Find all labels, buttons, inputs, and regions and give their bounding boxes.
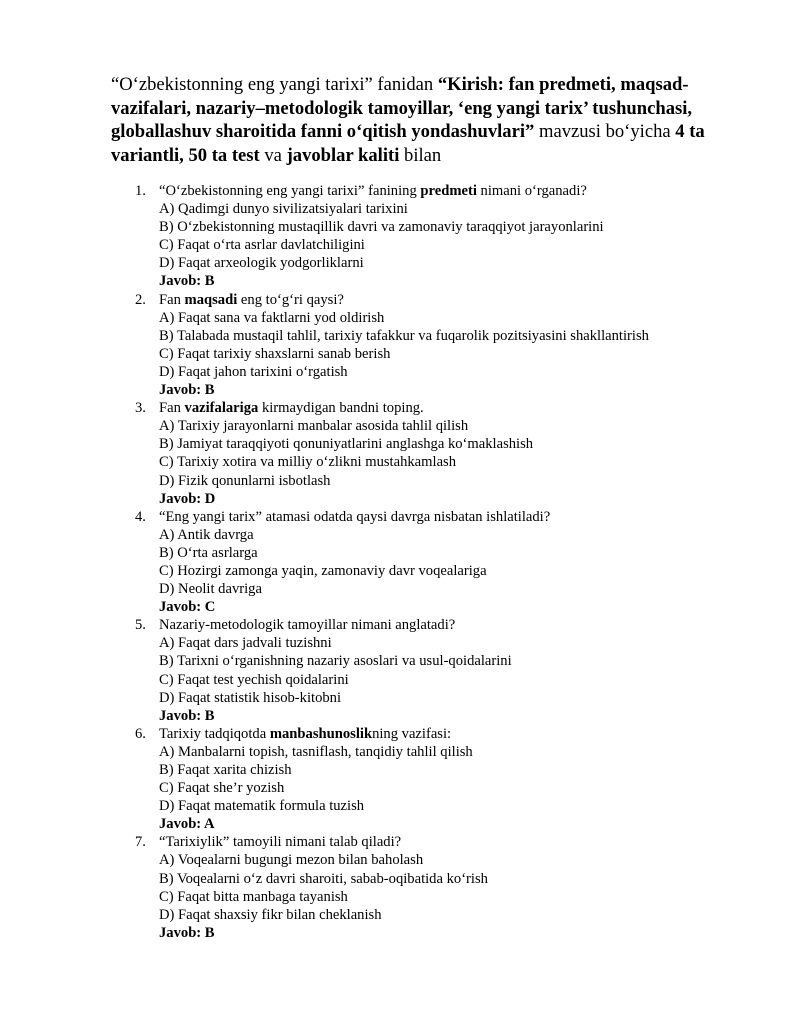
question-text-before: “Eng yangi tarix” atamasi odatda qaysi davrga nisbatan ishlatiladi?	[159, 508, 551, 525]
correct-answer: Javob: B	[159, 382, 215, 399]
answer-option: A) Voqealarni bugungi mezon bilan baholash	[159, 852, 424, 869]
question-keyword: vazifalariga	[184, 400, 259, 417]
question-number: 1.	[135, 183, 146, 199]
question-text-before: Fan	[159, 291, 185, 308]
answer-option: D) Neolit davriga	[159, 581, 262, 598]
question-keyword: manbashunoslik	[269, 725, 373, 742]
title-topic: “Kirish: fan predmeti, maqsad-vazifalari, nazariy–metodologik tamoyillar, ‘eng yangi tarix’ tushunchasi, globallashuv sharoitida fanni o‘qitish yondashuvlari”	[111, 74, 693, 142]
question-number: 4.	[135, 508, 146, 525]
document-title	[111, 73, 711, 167]
answer-option: A) Antik davrga	[159, 526, 254, 543]
answer-option: B) Faqat xarita chizish	[159, 762, 292, 778]
question-text-before: “Tarixiylik” tamoyili nimani talab qiladi?	[159, 834, 402, 851]
question-number: 2.	[135, 291, 146, 308]
answer-option: B) Tarixni o‘rganishning nazariy asoslari va usul-qoidalarini	[159, 653, 512, 670]
question-item	[130, 833, 750, 942]
answer-option: A) Faqat sana va faktlarni yod oldirish	[159, 309, 385, 326]
title-test-count: 4 ta variantli, 50 ta test	[111, 121, 705, 166]
answer-option: D) Fizik qonunlarni isbotlash	[159, 472, 331, 489]
answer-option: A) Manbalarni topish, tasniflash, tanqidiy tahlil qilish	[159, 743, 473, 760]
question-text-before: “O‘zbekistonning eng yangi tarixi” fanining	[159, 183, 421, 199]
correct-answer: Javob: B	[159, 273, 215, 290]
question-text	[159, 399, 750, 417]
question-text-after: eng to‘g‘ri qaysi?	[237, 291, 344, 308]
answer-option: C) Tarixiy xotira va milliy o‘zlikni mustahkamlash	[159, 454, 457, 471]
question-text	[159, 291, 750, 309]
question-keyword: maqsadi	[184, 291, 238, 308]
answer-option: C) Faqat bitta manbaga tayanish	[159, 888, 348, 905]
answer-option: D) Faqat statistik hisob-kitobni	[159, 689, 342, 706]
answer-option: D) Faqat shaxsiy fikr bilan cheklanish	[159, 906, 382, 923]
answer-option: B) Voqealarni o‘z davri sharoiti, sabab-oqibatida ko‘rish	[159, 870, 488, 887]
answer-option: A) Faqat dars jadvali tuzishni	[159, 635, 332, 652]
answer-option: B) O‘zbekistonning mustaqillik davri va zamonaviy taraqqiyot jarayonlarini	[159, 219, 604, 236]
title-part-7: bilan	[399, 144, 442, 166]
title-part-1: “O‘zbekistonning eng yangi tarixi” fanidan	[111, 74, 438, 95]
question-text	[159, 182, 750, 200]
question-text-before: Fan	[159, 400, 185, 417]
correct-answer: Javob: B	[159, 924, 215, 941]
question-text	[159, 725, 750, 743]
answer-option: C) Faqat o‘rta asrlar davlatchiligini	[159, 237, 365, 254]
question-text-before: Tarixiy tadqiqotda	[159, 725, 270, 742]
answer-option: C) Faqat she’r yozish	[159, 780, 285, 797]
question-list	[130, 182, 750, 942]
correct-answer: Javob: C	[159, 599, 216, 616]
answer-option: D) Faqat jahon tarixini o‘rgatish	[159, 363, 348, 380]
question-item	[130, 291, 750, 400]
answer-option: B) Talabada mustaqil tahlil, tarixiy tafakkur va fuqarolik pozitsiyasini shakllantirish	[159, 327, 649, 344]
title-answer-key: javoblar kaliti	[286, 144, 400, 166]
answer-option: C) Faqat test yechish qoidalarini	[159, 671, 349, 688]
answer-option: D) Faqat arxeologik yodgorliklarni	[159, 255, 364, 272]
question-item	[130, 399, 750, 508]
answer-option: A) Qadimgi dunyo sivilizatsiyalari tarixini	[159, 201, 408, 218]
question-number: 6.	[135, 725, 146, 742]
question-number: 3.	[135, 400, 146, 417]
question-item	[130, 508, 750, 617]
question-item	[130, 182, 750, 291]
correct-answer: Javob: A	[159, 816, 215, 833]
question-number: 7.	[135, 834, 146, 851]
answer-option: A) Tarixiy jarayonlarni manbalar asosida tahlil qilish	[159, 418, 469, 435]
answer-option: D) Faqat matematik formula tuzish	[159, 798, 365, 815]
question-text-after: nimani o‘rganadi?	[476, 183, 587, 199]
question-text-after: kirmaydigan bandni toping.	[258, 400, 424, 417]
question-text-before: Nazariy-metodologik tamoyillar nimani anglatadi?	[159, 617, 456, 634]
question-item	[130, 725, 750, 834]
question-text	[159, 833, 750, 851]
answer-option: C) Faqat tarixiy shaxslarni sanab berish	[159, 345, 391, 362]
answer-option: B) Jamiyat taraqqiyoti qonuniyatlarini anglashga ko‘maklashish	[159, 436, 534, 453]
question-item	[130, 616, 750, 725]
question-keyword: predmeti	[420, 183, 477, 199]
question-text	[159, 508, 750, 526]
answer-option: B) O‘rta asrlarga	[159, 544, 258, 561]
answer-option: C) Hozirgi zamonga yaqin, zamonaviy davr voqealariga	[159, 562, 487, 579]
correct-answer: Javob: D	[159, 490, 216, 507]
question-text	[159, 616, 750, 634]
title-part-3: mavzusi bo‘yicha	[534, 121, 676, 142]
correct-answer: Javob: B	[159, 707, 215, 724]
title-part-5: va	[259, 144, 287, 166]
question-text-after: ning vazifasi:	[372, 725, 452, 742]
question-number: 5.	[135, 617, 146, 634]
